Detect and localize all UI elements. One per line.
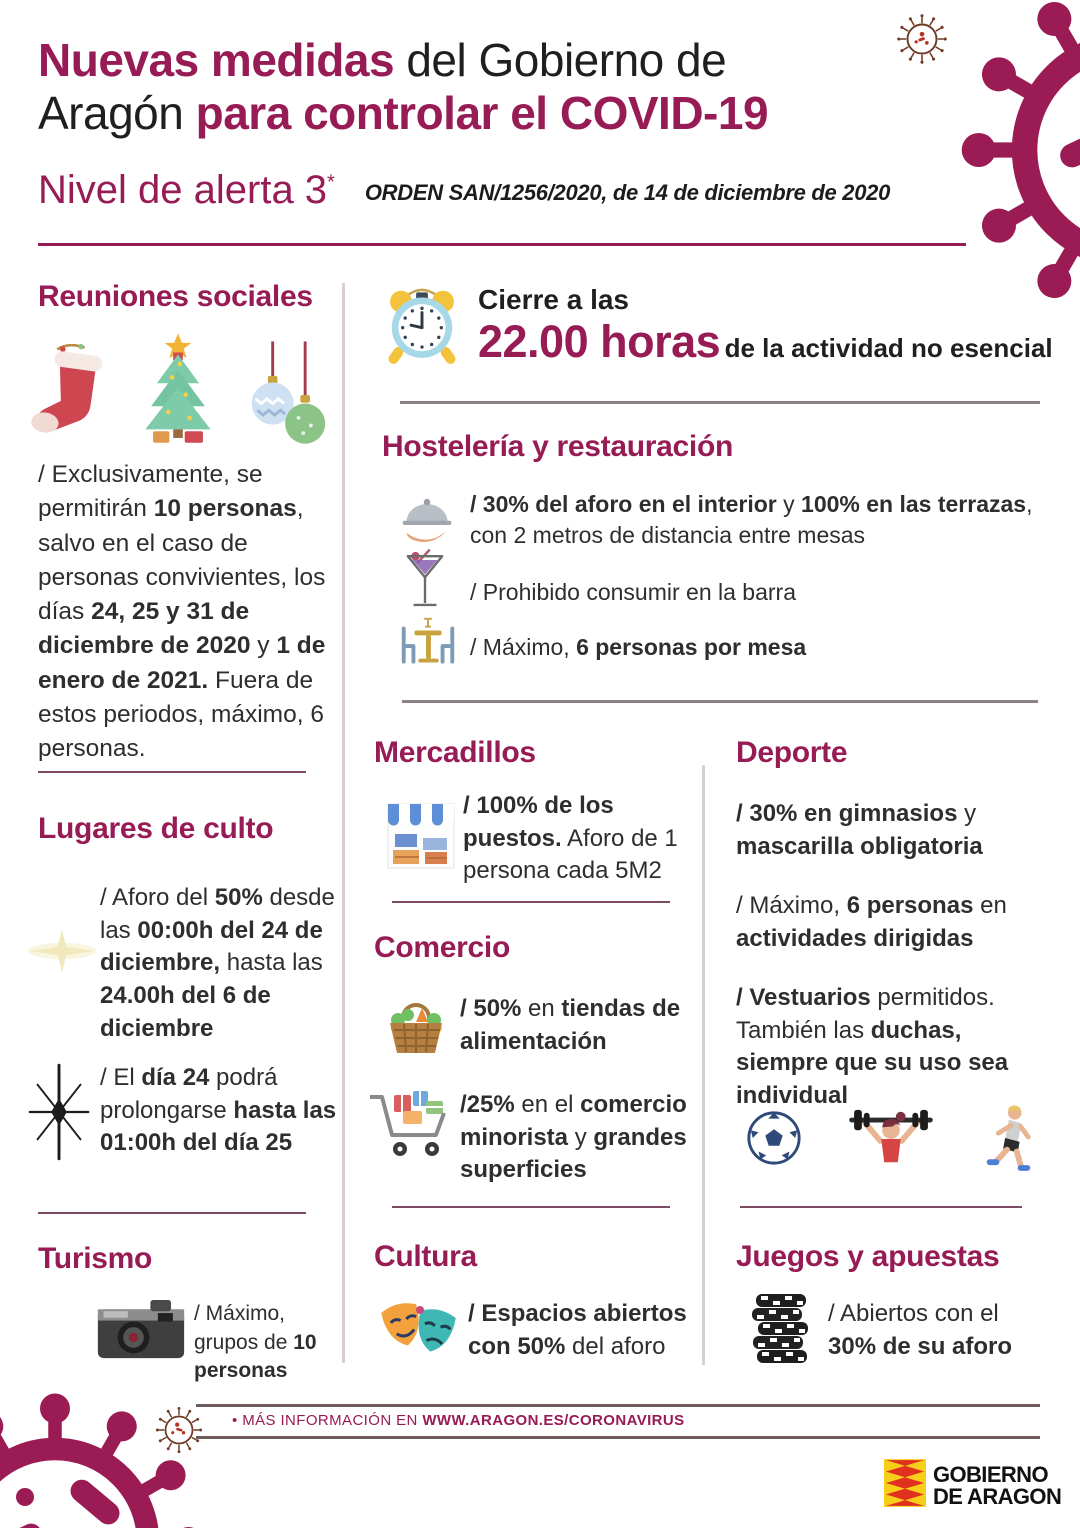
section-title-culto: Lugares de culto (38, 812, 274, 845)
comercio-item-1: / 50% en tiendas de alimentación (460, 995, 681, 1055)
theater-masks-icon (376, 1296, 460, 1371)
deporte-item-3: / Vestuarios permitidos. También las duchas, siempre que su uso sea individual (736, 984, 1009, 1109)
gobierno-aragon-logo (884, 1459, 1061, 1512)
logo-text: GOBIERNO DE ARAGON (933, 1461, 1062, 1509)
hosteleria-item-3: / Máximo, 6 personas por mesa (470, 634, 807, 660)
food-basket-icon (382, 990, 450, 1063)
weightlifting-icon (847, 1104, 935, 1177)
divider-cierre (400, 401, 1040, 404)
culto-item-1: / Aforo del 50% desde las 00:00h del 24 de diciembre, hasta las 24.00h del 6 de diciembre (100, 884, 335, 1042)
christmas-stocking-icon (30, 340, 112, 453)
small-virus-icon (893, 10, 951, 73)
divider-mercadillos (392, 901, 670, 903)
divider-hosteleria (402, 700, 1038, 703)
juegos-item: / Abiertos con el 30% de su aforo (828, 1300, 1013, 1360)
table-and-chairs-icon (394, 616, 462, 683)
cierre-time: 22.00 horas (478, 316, 721, 367)
camera-icon (96, 1296, 186, 1367)
divider-left-1 (38, 771, 306, 773)
bethlehem-star-icon (20, 1062, 98, 1167)
cierre-suffix: de la actividad no esencial (724, 333, 1053, 363)
section-title-juegos: Juegos y apuestas (736, 1240, 1000, 1273)
soccer-ball-icon (745, 1109, 803, 1172)
deporte-item-1: / 30% en gimnasios y mascarilla obligatoria (736, 800, 983, 860)
divider-left-2 (38, 1212, 306, 1214)
page-title: Nuevas medidas del Gobierno de Aragón para controlar el COVID-19 (38, 34, 769, 140)
vertical-divider-sub (702, 765, 705, 1365)
alert-row (38, 168, 890, 213)
vertical-divider-main (342, 283, 345, 1363)
cultura-item: / Espacios abiertos con 50% del aforo (468, 1300, 687, 1360)
sport-icons-row (745, 1103, 1037, 1178)
culto-item-2: / El día 24 podrá prolongarse hasta las 01:00h del día 25 (100, 1064, 337, 1157)
reuniones-body: / Exclusivamente, se permitirán 10 personas, salvo en el caso de personas convivientes, los días 24, 25 y 31 de diciembre de 2020 y 1 de enero de 2021. Fuera de estos periodos, máximo, 6 personas. (38, 461, 326, 763)
cierre-line2 (478, 316, 1053, 368)
section-title-hosteleria: Hostelería y restauración (382, 430, 733, 463)
footer-divider-bottom (196, 1436, 1040, 1439)
order-reference: ORDEN SAN/1256/2020, de 14 de diciembre de 2020 (364, 180, 891, 205)
christmas-ornaments-icon (244, 340, 330, 453)
hosteleria-item-2: / Prohibido consumir en la barra (470, 579, 796, 605)
faint-star-icon (26, 925, 98, 982)
running-icon (979, 1103, 1037, 1178)
cierre-block (478, 284, 1053, 368)
christmas-tree-icon (130, 330, 226, 453)
virus-illustration-top-right (960, 0, 1080, 325)
small-virus-icon-bottom (152, 1403, 206, 1462)
hosteleria-item-1: / 30% del aforo en el interior y 100% en las terrazas, con 2 metros de distancia entre mesas (470, 491, 1033, 549)
section-title-mercadillos: Mercadillos (374, 736, 536, 769)
serving-dish-icon (398, 490, 456, 551)
alarm-clock-icon (380, 281, 464, 376)
cocktail-glass-icon (404, 546, 446, 623)
section-title-reuniones: Reuniones sociales (38, 280, 313, 313)
market-stall-icon (385, 800, 457, 877)
section-title-turismo: Turismo (38, 1242, 153, 1275)
footer-divider-top (196, 1404, 1040, 1407)
footer-info: • MÁS INFORMACIÓN EN WWW.ARAGON.ES/CORONAVIRUS (232, 1412, 685, 1429)
deporte-item-2: / Máximo, 6 personas en actividades dirigidas (736, 892, 1007, 952)
comercio-item-2: /25% en el comercio minorista y grandes superficies (460, 1091, 687, 1184)
cierre-prefix: Cierre a las (478, 284, 629, 315)
divider-comercio (392, 1206, 670, 1208)
divider-deporte (740, 1206, 1022, 1208)
shopping-cart-icon (366, 1085, 458, 1172)
alert-level: Nivel de alerta 3* (38, 168, 335, 212)
christmas-icons-row (30, 330, 330, 453)
header-divider (38, 243, 966, 246)
turismo-item: / Máximo, grupos de 10 personas (194, 1302, 317, 1383)
alert-asterisk: * (327, 171, 335, 194)
aragon-flag-icon (884, 1459, 926, 1512)
section-title-deporte: Deporte (736, 736, 848, 769)
mercadillos-item: / 100% de los puestos. Aforo de 1 persona cada 5M2 (463, 792, 678, 885)
section-title-cultura: Cultura (374, 1240, 477, 1273)
poker-chips-icon (748, 1292, 812, 1373)
section-title-comercio: Comercio (374, 931, 510, 964)
